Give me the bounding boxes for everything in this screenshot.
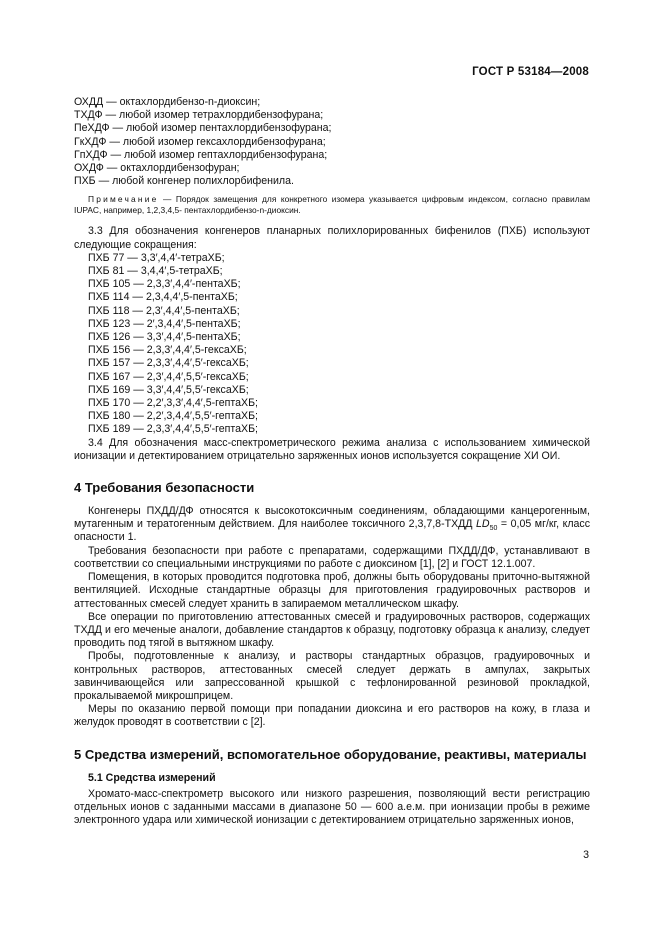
pcb-item: ПХБ 189 — 2,3,3′,4,4′,5,5′-гептаХБ; — [88, 423, 258, 436]
abbrev-line: ТХДФ — любой изомер тетрахлордибензофурана; — [74, 109, 324, 122]
section-4-paragraph: Меры по оказанию первой помощи при попадании диоксина и его растворов на кожу, в глаза и желудок проводят в соответствии с [2]. — [74, 703, 590, 729]
abbreviation-list — [74, 96, 590, 188]
abbrev-line: ОХДД — октахлордибензо-n-диоксин; — [74, 96, 261, 108]
abbrev-line: ГпХДФ — любой изомер гептахлордибензофурана; — [74, 148, 328, 161]
ld-subscript: 50 — [489, 525, 498, 533]
text-span: Конгенеры ПХДД/ДФ относятся к высокотоксичным соединениям, обладающими канцерогенным, мутагенным и тератогенным действием. Для наиболее токсичного 2,3,7,8-ТХДД — [74, 505, 590, 531]
section-4-paragraph: Помещения, в которых проводится подготовка проб, должны быть оборудованы приточно-вытяжной вентиляцией. Исходные стандартные образцы для приготовления градуировочных растворов и аттестованных смесей следует хранить в запираемом металлическом шкафу. — [74, 571, 590, 610]
pcb-item: ПХБ 123 — 2′,3,4,4′,5-пентаХБ; — [88, 317, 241, 330]
abbrev-line: ОХДФ — октахлордибензофуран; — [74, 162, 240, 175]
section-3-3-intro: 3.3 Для обозначения конгенеров планарных полихлорированных бифенилов (ПХБ) используют следующие сокращения: — [74, 225, 590, 251]
section-4-paragraph: Пробы, подготовленные к анализу, и растворы стандартных образцов, градуировочных и контрольных растворов, аттестованных смесей следует держать в ампулах, закрытых завинчивающейся или запрессованной крышкой с тефлонированной резиновой прокладкой, прокалываемой микрошприцем. — [74, 650, 590, 702]
pcb-list — [74, 252, 590, 437]
ld-symbol: LD — [476, 518, 490, 531]
section-4-heading: 4 Требования безопасности — [74, 480, 255, 496]
section-4-paragraph: Все операции по приготовлению аттестованных смесей и градуировочных растворов, содержащих ТХДД и его меченые аналоги, добавление стандартов к образцу, подготовку образца к анализу, следует проводить под тягой в вытяжном шкафу. — [74, 610, 590, 650]
note-label: Примечание — [88, 194, 159, 205]
pcb-item: ПХБ 156 — 2,3,3′,4,4′,5-гексаХБ; — [88, 344, 247, 357]
document-header: ГОСТ Р 53184—2008 — [472, 66, 589, 78]
pcb-item: ПХБ 180 — 2,2′,3,4,4′,5,5′-гептаХБ; — [88, 410, 258, 423]
section-5-1-paragraph: Хромато-масс-спектрометр высокого или низкого разрешения, позволяющий вести регистрацию отдельных ионов с заданными массами в диапазоне 50 — 600 а.е.м. при ионизации пробы в режиме электронного удара или химической ионизации с детектированием отрицательно заряженных ионов, — [74, 787, 590, 827]
text-span: = 0,05 мг/кг, класс опасности 1. — [74, 518, 590, 544]
section-4-paragraph — [74, 505, 590, 545]
abbrev-line: ПеХДФ — любой изомер пентахлордибензофурана; — [74, 122, 332, 135]
page-content — [74, 96, 590, 827]
note — [74, 194, 590, 216]
pcb-item: ПХБ 114 — 2,3,4,4′,5-пентаХБ; — [88, 291, 238, 304]
pcb-item: ПХБ 81 — 3,4,4′,5-тетраХБ; — [88, 265, 223, 278]
section-5-1-heading: 5.1 Средства измерений — [88, 771, 216, 784]
section-3-4: 3.4 Для обозначения масс-спектрометрического режима анализа с использованием химической ионизации и детектированием отрицательно заряженных ионов используется сокращение ХИ ОИ. — [74, 436, 590, 462]
pcb-item: ПХБ 167 — 2,3′,4,4′,5,5′-гексаХБ; — [88, 370, 249, 383]
pcb-item: ПХБ 105 — 2,3,3′,4,4′-пентаХБ; — [88, 278, 241, 291]
abbrev-line: ГкХДФ — любой изомер гексахлордибензофурана; — [74, 135, 326, 148]
pcb-item: ПХБ 169 — 3,3′,4,4′,5,5′-гексаХБ; — [88, 383, 249, 396]
note-text: — Порядок замещения для конкретного изомера указывается цифровым индексом, согласно правилам IUPAC, например, 1,2,3,4,5- пентахлордибензо-n-диоксин. — [74, 194, 590, 216]
section-5-heading: 5 Средства измерений, вспомогательное оборудование, реактивы, материалы — [74, 746, 587, 762]
section-4-paragraph: Требования безопасности при работе с препаратами, содержащими ПХДД/ДФ, устанавливают в соответствии со специальными инструкциями по работе с диоксином [1], [2] и ГОСТ 12.1.007. — [74, 544, 590, 570]
abbrev-line: ПХБ — любой конгенер полихлорбифенила. — [74, 175, 294, 188]
page-number: 3 — [583, 849, 589, 861]
pcb-item: ПХБ 157 — 2,3,3′,4,4′,5′-гексаХБ; — [88, 357, 249, 370]
pcb-item: ПХБ 118 — 2,3′,4,4′,5-пентаХБ; — [88, 304, 240, 317]
pcb-item: ПХБ 170 — 2,2′,3,3′,4,4′,5-гептаХБ; — [88, 397, 258, 410]
pcb-item: ПХБ 77 — 3,3′,4,4′-тетраХБ; — [88, 251, 225, 264]
pcb-item: ПХБ 126 — 3,3′,4,4′,5-пентаХБ; — [88, 331, 241, 344]
